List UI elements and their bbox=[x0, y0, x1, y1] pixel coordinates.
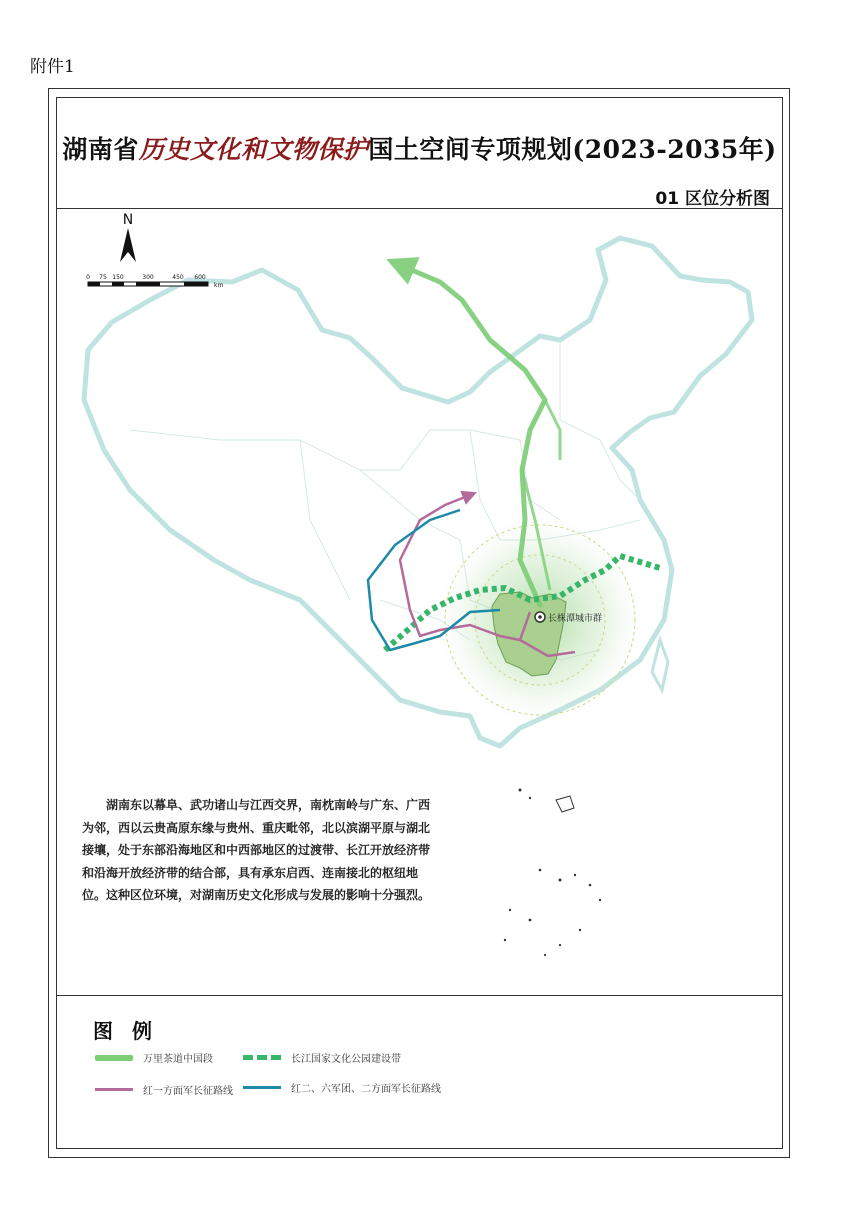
scale-tick-600: 600 bbox=[194, 274, 206, 281]
title-highlight: 历史文化和文物保护 bbox=[138, 135, 369, 164]
red-army-2-6-line-icon bbox=[243, 1086, 281, 1089]
tea-road-line-icon bbox=[95, 1055, 133, 1061]
header-divider bbox=[56, 208, 783, 209]
title-prefix: 湖南省 bbox=[62, 135, 139, 164]
location-description: 湖南东以幕阜、武功诸山与江西交界，南枕南岭与广东、广西为邻，西以云贵高原东缘与贵州、重庆毗邻，北以滨湖平原与湖北接壤，处于东部沿海地区和中西部地区的过渡带、长江开放经济带和沿海开放经济带的结合部，具有承东启西、连南接北的枢纽地位。这种区位环境，对湖南历史文化形成与发展的影响十分强烈。 bbox=[82, 798, 431, 902]
legend-item-red-army-1 bbox=[95, 1082, 233, 1097]
scale-tick-450: 450 bbox=[172, 274, 184, 281]
legend-item-tea-road bbox=[95, 1050, 213, 1065]
north-label: N bbox=[122, 212, 134, 228]
scale-unit: km bbox=[214, 282, 224, 289]
city-cluster-label: 长株潭城市群 bbox=[548, 614, 603, 624]
south-sea-islands bbox=[504, 789, 601, 957]
legend-label-red-army-1: 红一方面军长征路线 bbox=[143, 1086, 233, 1097]
hainan-island bbox=[556, 796, 574, 812]
scale-tick-0: 0 bbox=[86, 274, 90, 281]
taiwan-island bbox=[652, 640, 668, 690]
legend-divider bbox=[56, 995, 783, 996]
map-subtitle: 01 区位分析图 bbox=[655, 189, 770, 209]
page-title bbox=[56, 130, 783, 166]
legend-label-red-army-2-6: 红二、六军团、二方面军长征路线 bbox=[291, 1084, 441, 1095]
scale-tick-75: 75 bbox=[99, 274, 107, 281]
scale-tick-300: 300 bbox=[142, 274, 154, 281]
scale-tick-150: 150 bbox=[112, 274, 124, 281]
legend-label-tea-road: 万里茶道中国段 bbox=[143, 1054, 213, 1065]
legend-title: 图 例 bbox=[93, 1019, 158, 1043]
yangtze-dashed-line-icon bbox=[243, 1055, 281, 1060]
red-army-1-line-icon bbox=[95, 1088, 133, 1091]
attachment-label: 附件1 bbox=[30, 57, 75, 77]
north-arrow-icon bbox=[120, 228, 136, 262]
title-suffix: 国土空间专项规划(2023-2035年) bbox=[368, 135, 777, 164]
legend-label-yangtze: 长江国家文化公园建设带 bbox=[291, 1054, 401, 1065]
legend-item-red-army-2-6 bbox=[243, 1080, 441, 1095]
legend-item-yangtze bbox=[243, 1050, 401, 1065]
